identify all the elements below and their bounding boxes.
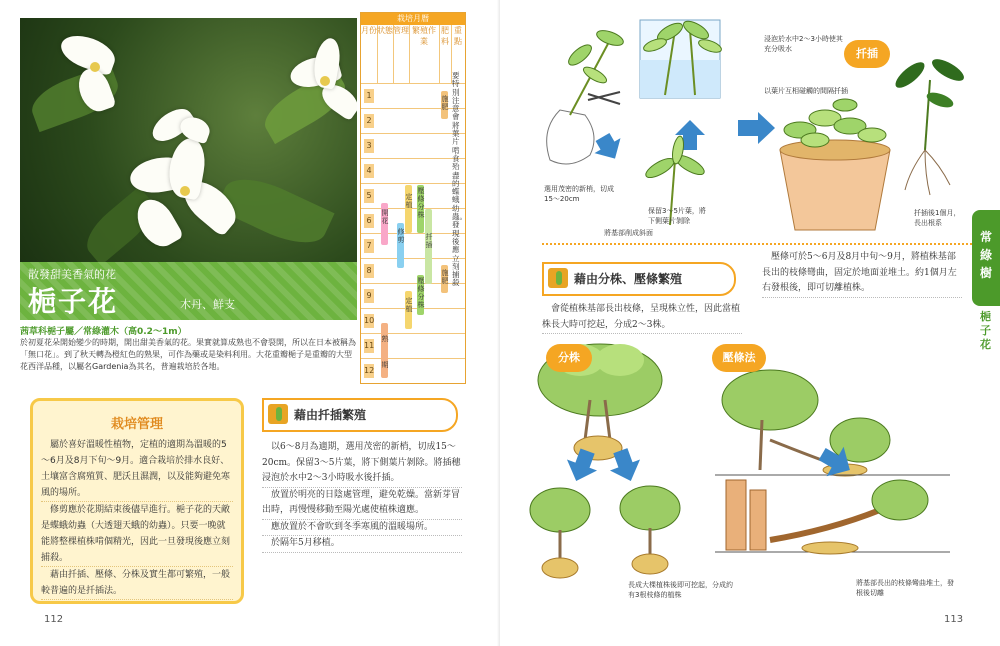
care-paragraph: 修剪應於花期結束後儘早進行。梔子花的天敵是蝶蛾幼蟲（大透翅天蛾的幼蟲）。只要一晚就能將整棵植株啃個精光，因此一旦發現後應立刻捕殺。: [41, 502, 233, 567]
prune-label: 修剪: [397, 228, 405, 244]
calendar-header-notes: 重點: [454, 26, 462, 46]
page-number-left: 112: [44, 614, 64, 625]
care-box: [30, 398, 244, 604]
calendar-note: 要特別注意會將葉片啃食殆盡的蝶蛾幼蟲。發現後應立刻捕殺: [452, 71, 467, 288]
division-section-header: [542, 262, 736, 296]
calendar-row: 4: [361, 158, 465, 184]
care-title: 栽培管理: [110, 417, 163, 432]
cutting-paragraph: 於隔年5月移植。: [262, 536, 462, 553]
water-glass-illustration: [640, 18, 723, 98]
calendar-row: 3: [361, 133, 465, 159]
rooted-cutting-illustration: [892, 55, 967, 195]
cutting-section-body: [262, 440, 462, 553]
cutting-paragraph: 放置於明亮的日陰處管理，避免乾燥。當新芽冒出時，再慢慢移動至陽光處使植株適應。: [262, 488, 462, 520]
care-paragraph: 藉由扦插、壓條、分株及實生都可繁殖，一般較普遍的是扦插法。: [41, 567, 233, 600]
section-divider: [542, 243, 972, 245]
calendar-header-manage: 管理: [393, 25, 410, 83]
division-shrub-illustration: [530, 344, 680, 578]
fruit-label-2: 期: [381, 361, 389, 369]
calendar-row: 1: [361, 83, 465, 109]
fertilizer-label-1: 施肥: [441, 95, 449, 111]
caption-select: 選用茂密的新梢，切成15～20cm: [544, 185, 614, 203]
division-paragraph-left: [542, 302, 742, 334]
calendar-row: 11: [361, 333, 465, 359]
flowering-label: 開花: [381, 209, 389, 225]
cultivation-calendar: [360, 12, 466, 384]
planting-label-1: 定植: [405, 193, 413, 209]
sprout-icon: [268, 404, 288, 424]
caption-base: 將基部削成斜面: [604, 229, 653, 237]
plant-side-label: 梔子花: [980, 310, 991, 351]
calendar-row: 10: [361, 308, 465, 334]
layering-paragraph-text: 壓條可於5～6月及8月中旬～9月，將植株基部長出的枝條彎曲，固定於地面並堆土。約1個月左右發根後，即可切離植株。: [762, 250, 962, 298]
propagate-label-2: 扦插: [425, 233, 433, 249]
caption-rooted: 扦插後1個月，長出根系: [914, 209, 961, 227]
propagate-label-1: 壓條分株: [417, 187, 425, 219]
calendar-row: 6: [361, 208, 465, 234]
planting-label-2: 定植: [405, 297, 413, 313]
banner-subtitle: 散發甜美香氣的花: [28, 269, 116, 281]
category-side-tab: [972, 210, 1000, 306]
pot-illustration: [780, 99, 890, 230]
care-body: [41, 437, 233, 600]
propagate-label-3: 壓條分株: [417, 277, 425, 309]
division-badge: 分株: [546, 344, 592, 372]
cutting-badge: 扦插: [844, 40, 890, 68]
sprout-icon: [548, 268, 568, 288]
category-label: 常綠樹: [979, 230, 992, 280]
division-paragraph: 會從植株基部長出枝條，呈現株立性，因此當植株長大時可挖起，分成2～3株。: [542, 302, 742, 334]
cutting-paragraph: 應放置於不會吹到冬季寒風的溫暖場所。: [262, 520, 462, 537]
plant-alias: 木丹、鮮支: [180, 298, 235, 311]
caption-division: 長成大棵植株後即可挖起，分成約有3根枝條的植株: [628, 581, 733, 599]
calendar-header-fertilizer: 肥料: [439, 25, 452, 83]
calendar-header-month: 月份: [361, 25, 378, 83]
caption-spacing: 以葉片互相碰觸的間隔扦插: [764, 87, 848, 95]
fertilizer-label-2: 施肥: [441, 269, 449, 285]
cutting-paragraph: 以6～8月為適期，選用茂密的新梢，切成15～20cm。保留3～5片葉，將下側葉片剝除。將插穗浸泡於水中2～3小時吸水後扦插。: [262, 440, 462, 488]
fruit-bar: [381, 323, 388, 378]
gardenia-photo: [20, 18, 357, 262]
caption-leaves: 保留3～5片葉，將下側葉片剝除: [648, 207, 706, 225]
family-line: 茜草科梔子屬／常綠灌木（高0.2～1m）: [20, 327, 187, 337]
division-section-title: 藉由分株、壓條繁殖: [574, 272, 683, 286]
calendar-header-propagate: 繁殖作業: [409, 25, 440, 83]
plant-title: 梔子花: [28, 285, 119, 318]
caption-layering: 將基部長出的枝條彎曲堆土，發根後切離: [856, 579, 954, 597]
calendar-header-state: 狀態: [377, 25, 394, 83]
cutting-section-title: 藉由扦插繁殖: [294, 408, 367, 422]
calendar-row: 5: [361, 183, 465, 209]
right-page: [500, 0, 1000, 646]
layering-badge: 壓條法: [712, 344, 766, 372]
plant-description: 於初夏花朵開始變少的時期，開出甜美香氣的花。果實就算成熟也不會裂開，所以在日本被稱為「無口花」。到了秋天轉為橙紅色的熟果，可作為藥或是染料利用。大花重瓣梔子是重瓣的大型花西洋品種，以屬名Gardenia為其名，普遍栽培於各地。: [20, 338, 356, 371]
cutting-section-header: [262, 398, 458, 432]
calendar-row: 7: [361, 233, 465, 259]
calendar-row: 9: [361, 283, 465, 309]
calendar-row: 2: [361, 108, 465, 134]
care-paragraph: 屬於喜好溫暖性植物，定植的適期為溫暖的5～6月及8月下旬～9月。適合栽培於排水良好、土壤富含腐殖質、肥沃且濕潤，以及能夠避免寒風的場所。: [41, 437, 233, 502]
calendar-row: 12: [361, 358, 465, 384]
layering-paragraph: [762, 250, 962, 298]
title-banner: [20, 262, 357, 320]
page-number-right: 113: [944, 614, 964, 625]
fruit-label-1: 熟: [381, 335, 389, 343]
caption-soak: 浸泡於水中2～3小時使其充分吸水: [764, 35, 843, 53]
calendar-row: 8: [361, 258, 465, 284]
calendar-title: 栽培月曆: [361, 13, 465, 25]
